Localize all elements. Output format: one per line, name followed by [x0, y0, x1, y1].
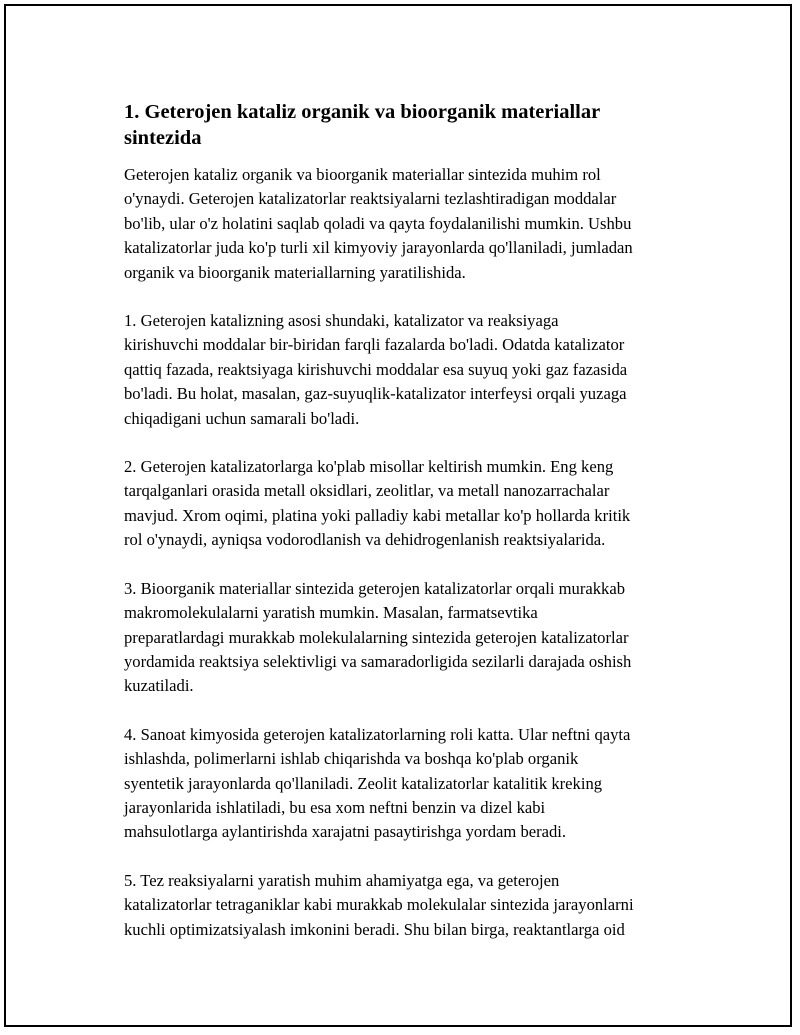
text-line: 1. Geterojen katalizning asosi shundaki, katalizator va reaksiyaga	[124, 311, 559, 331]
paragraph-5	[124, 869, 696, 942]
text-line: ishlashda, polimerlarni ishlab chiqarishda va boshqa ko'plab organik	[124, 749, 579, 769]
paragraph-1	[124, 309, 696, 431]
document-title	[124, 99, 696, 151]
title-line: sintezida	[124, 127, 202, 149]
text-line: bo'ladi. Bu holat, masalan, gaz-suyuqlik-katalizator interfeysi orqali yuzaga	[124, 384, 627, 404]
text-line: rol o'ynaydi, ayniqsa vodorodlanish va dehidrogenlanish reaktsiyalarida.	[124, 530, 606, 550]
page-frame	[4, 4, 792, 1027]
text-line: syentetik jarayonlarda qo'llaniladi. Zeolit katalizatorlar katalitik kreking	[124, 773, 603, 793]
text-line: 5. Tez reaksiyalarni yaratish muhim ahamiyatga ega, va geterojen	[124, 870, 560, 890]
text-line: tarqalganlari orasida metall oksidlari, zeolitlar, va metall nanozarrachalar	[124, 481, 610, 501]
text-line: yordamida reaktsiya selektivligi va samaradorligida sezilarli darajada oshish	[124, 651, 632, 671]
text-line: bo'lib, ular o'z holatini saqlab qoladi va qayta foydalanilishi mumkin. Ushbu	[124, 213, 632, 233]
text-line: jarayonlarida ishlatiladi, bu esa xom neftni benzin va dizel kabi	[124, 797, 546, 817]
text-line: 2. Geterojen katalizatorlarga ko'plab misollar keltirish mumkin. Eng keng	[124, 457, 614, 477]
paragraph-intro	[124, 163, 696, 285]
text-line: chiqadigani uchun samarali bo'ladi.	[124, 408, 360, 428]
text-line: preparatlardagi murakkab molekulalarning sintezida geterojen katalizatorlar	[124, 627, 629, 647]
text-line: kirishuvchi moddalar bir-biridan farqli fazalarda bo'ladi. Odatda katalizator	[124, 335, 625, 355]
text-line: Geterojen kataliz organik va bioorganik materiallar sintezida muhim rol	[124, 165, 601, 184]
text-line: o'ynaydi. Geterojen katalizatorlar reaktsiyalarni tezlashtiradigan moddalar	[124, 189, 617, 209]
paragraph-4	[124, 723, 696, 845]
text-line: makromolekulalarni yaratish mumkin. Masalan, farmatsevtika	[124, 603, 538, 623]
text-line: kuzatiladi.	[124, 676, 194, 696]
text-line: organik va bioorganik materiallarning yaratilishida.	[124, 262, 466, 282]
text-line: kuchli optimizatsiyalash imkonini beradi. Shu bilan birga, reaktantlarga oid	[124, 919, 625, 939]
text-line: katalizatorlar tetraganiklar kabi murakkab molekulalar sintezida jarayonlarni	[124, 895, 634, 915]
text-line: 4. Sanoat kimyosida geterojen katalizatorlarning roli katta. Ular neftni qayta	[124, 724, 631, 744]
title-line: 1. Geterojen kataliz organik va bioorganik materiallar	[124, 101, 601, 123]
text-line: mavjud. Xrom oqimi, platina yoki palladiy kabi metallar ko'p hollarda kritik	[124, 505, 631, 525]
paragraph-3	[124, 577, 696, 699]
text-line: katalizatorlar juda ko'p turli xil kimyoviy jarayonlarda qo'llaniladi, jumladan	[124, 238, 633, 258]
text-line: qattiq fazada, reaktsiyaga kirishuvchi moddalar esa suyuq yoki gaz fazasida	[124, 359, 628, 379]
text-line: 3. Bioorganik materiallar sintezida geterojen katalizatorlar orqali murakkab	[124, 578, 625, 598]
text-line: mahsulotlarga aylantirishda xarajatni pasaytirishga yordam beradi.	[124, 822, 567, 842]
document-body	[124, 99, 696, 966]
paragraph-2	[124, 455, 696, 553]
